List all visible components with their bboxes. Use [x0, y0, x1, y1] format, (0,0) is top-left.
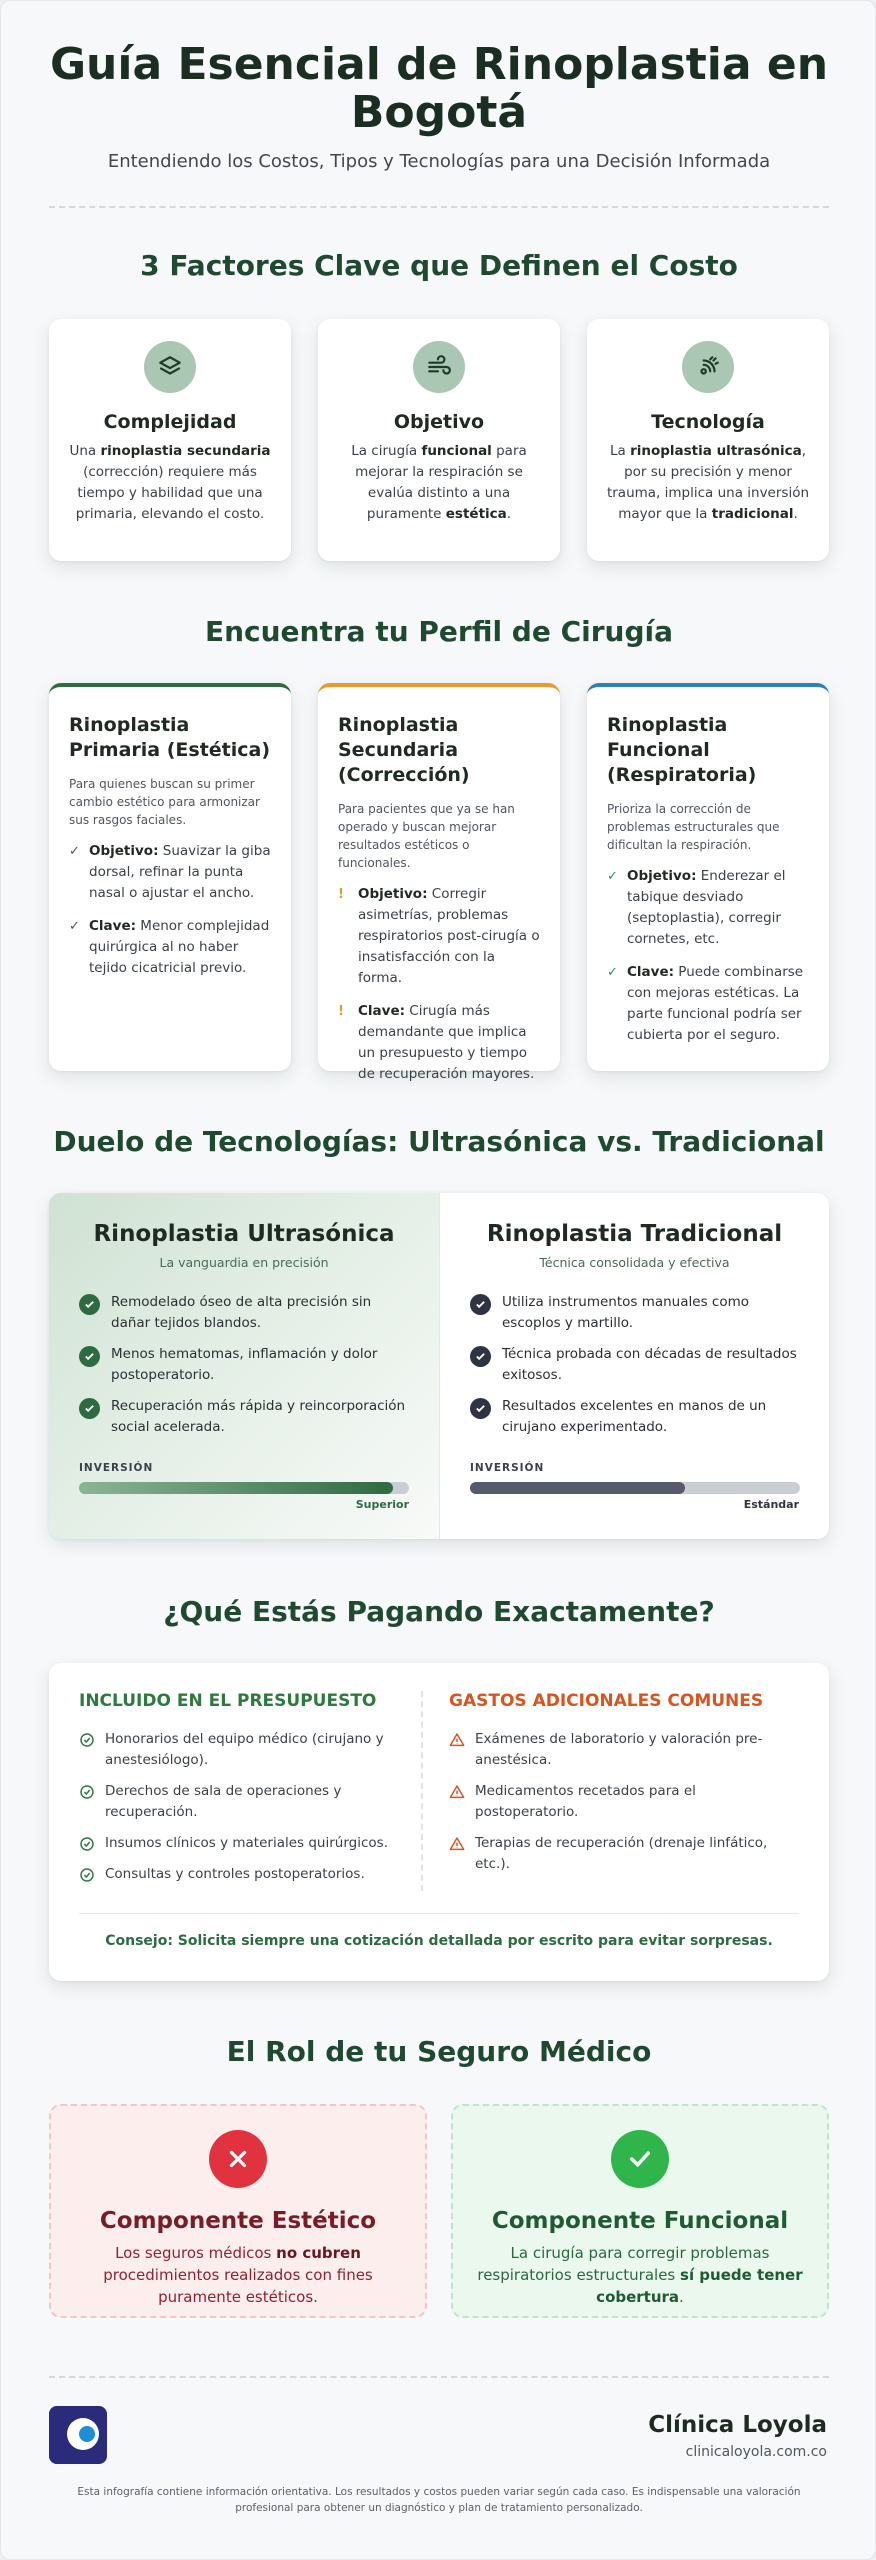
profile-description: Para pacientes que ya se han operado y buscan mejorar resultados estéticos o funcionales.	[338, 802, 515, 870]
list-item: Consultas y controles postoperatorios.	[79, 1864, 419, 1885]
card-title: Componente Estético	[99, 2208, 377, 2234]
divider	[49, 206, 829, 208]
profile-title: Rinoplastia Primaria (Estética)	[69, 714, 271, 761]
title-line-1: Guía Esencial de Rinoplastia en	[49, 39, 829, 90]
check-circle-icon	[79, 1346, 100, 1367]
investment-bar-fill	[79, 1482, 393, 1494]
disclaimer: Esta infografía contiene información orientativa. Los resultados y costos pueden variar según cada caso. Es indispensable una valoración profesional para obtener un diagnóstico y plan de tratamiento personalizado.	[77, 2486, 801, 2514]
factor-title: Tecnología	[651, 411, 765, 433]
list-item: ✓ Clave: Puede combinarse con mejoras estéticas. La parte funcional podría ser cubierta por el seguro.	[607, 964, 804, 1043]
check-circle-icon	[79, 1784, 95, 1800]
factor-title: Complejidad	[103, 411, 237, 433]
profile-title: Rinoplastia Funcional (Respiratoria)	[607, 714, 757, 786]
extra-list	[449, 1729, 789, 1875]
list-item: Derechos de sala de operaciones y recuperación.	[79, 1781, 419, 1823]
functional-component-card	[451, 2104, 829, 2318]
profiles-title: Encuentra tu Perfil de Cirugía	[204, 615, 674, 648]
factor-title: Objetivo	[393, 411, 485, 433]
included-column	[79, 1691, 419, 1895]
page-subtitle: Entendiendo los Costos, Tipos y Tecnologías para una Decisión Informada	[107, 151, 771, 172]
page-title	[1, 41, 876, 137]
included-list	[79, 1729, 419, 1885]
investment-bar	[470, 1482, 800, 1494]
check-circle-icon	[79, 1398, 100, 1419]
divider	[49, 2376, 829, 2378]
factor-text: La cirugía funcional para mejorar la respiración se evalúa distinto a una puramente estética.	[351, 443, 527, 522]
list-item: Honorarios del equipo médico (cirujano y anestesiólogo).	[79, 1729, 419, 1771]
panel-subtitle: La vanguardia en precisión	[159, 1255, 329, 1270]
warning-icon: !	[338, 1004, 344, 1019]
check-icon	[611, 2130, 669, 2188]
list-item: Insumos clínicos y materiales quirúrgicos.	[79, 1833, 419, 1854]
profile-list	[69, 841, 271, 979]
warning-icon	[449, 1836, 465, 1852]
ultrasonic-panel	[49, 1193, 439, 1539]
factor-card-objective	[318, 319, 560, 561]
check-circle-icon	[79, 1294, 100, 1315]
factor-text: La rinoplastia ultrasónica, por su precisión y menor trauma, implica una inversión mayor que la tradicional.	[606, 443, 810, 522]
check-icon: ✓	[69, 919, 80, 934]
layers-icon	[144, 341, 196, 393]
clinic-logo	[49, 2406, 107, 2464]
list-item: ! Clave: Cirugía más demandante que implica un presupuesto y tiempo de recuperación mayores.	[338, 1003, 535, 1082]
profile-card-functional	[587, 683, 829, 1071]
investment-bar	[79, 1482, 409, 1494]
warning-icon: !	[338, 887, 344, 902]
list-item: Técnica probada con décadas de resultados exitosos.	[470, 1344, 799, 1386]
profile-title: Rinoplastia Secundaria (Corrección)	[338, 714, 470, 786]
tip-text: Consejo: Solicita siempre una cotización detallada por escrito para evitar sorpresas.	[105, 1933, 773, 1949]
investment-caption: Superior	[355, 1498, 409, 1511]
list-item: ✓ Objetivo: Suavizar la giba dorsal, refinar la punta nasal o ajustar el ancho.	[69, 843, 271, 901]
title-line-2: Bogotá	[350, 87, 528, 138]
technology-comparison	[49, 1193, 829, 1539]
list-item: ✓ Clave: Menor complejidad quirúrgica al no haber tejido cicatricial previo.	[69, 918, 270, 976]
payment-title: ¿Qué Estás Pagando Exactamente?	[163, 1595, 715, 1628]
feature-list	[79, 1292, 409, 1438]
factor-card-technology	[587, 319, 829, 561]
list-item: Menos hematomas, inflamación y dolor postoperatorio.	[79, 1344, 409, 1386]
payment-card	[49, 1663, 829, 1981]
check-circle-icon	[470, 1398, 491, 1419]
clinic-name: Clínica Loyola	[648, 2412, 827, 2438]
insurance-title: El Rol de tu Seguro Médico	[226, 2035, 652, 2068]
check-icon: ✓	[69, 844, 80, 859]
check-circle-icon	[470, 1294, 491, 1315]
profile-description: Para quienes buscan su primer cambio estético para armonizar sus rasgos faciales.	[69, 777, 260, 827]
panel-subtitle: Técnica consolidada y efectiva	[539, 1255, 730, 1270]
card-text: La cirugía para corregir problemas respiratorios estructurales sí puede tener cobertura.	[477, 2244, 803, 2306]
check-icon: ✓	[607, 869, 618, 884]
factor-text: Una rinoplastia secundaria (corrección) requiere más tiempo y habilidad que una primaria, elevando el costo.	[69, 443, 271, 522]
aesthetic-component-card	[49, 2104, 427, 2318]
warning-icon	[449, 1784, 465, 1800]
list-item: Resultados excelentes en manos de un cirujano experimentado.	[470, 1396, 799, 1438]
check-icon: ✓	[607, 965, 618, 980]
profile-card-secondary	[318, 683, 560, 1082]
factors-title: 3 Factores Clave que Definen el Costo	[140, 249, 738, 282]
profile-list	[607, 866, 809, 1046]
profile-list	[338, 884, 540, 1085]
panel-title: Rinoplastia Tradicional	[486, 1221, 783, 1247]
list-item: Recuperación más rápida y reincorporación social acelerada.	[79, 1396, 409, 1438]
check-circle-icon	[79, 1867, 95, 1883]
list-item: Medicamentos recetados para el postoperatorio.	[449, 1781, 789, 1823]
feature-list	[470, 1292, 799, 1438]
column-divider	[421, 1691, 423, 1891]
divider	[79, 1913, 799, 1914]
included-title: INCLUIDO EN EL PRESUPUESTO	[79, 1691, 377, 1711]
list-item: Exámenes de laboratorio y valoración pre-anestésica.	[449, 1729, 789, 1771]
profile-card-primary	[49, 683, 291, 1071]
list-item: Terapias de recuperación (drenaje linfático, etc.).	[449, 1833, 789, 1875]
clinic-url[interactable]: clinicaloyola.com.co	[685, 2444, 827, 2460]
factor-card-complexity	[49, 319, 291, 561]
investment-label: INVERSIÓN	[470, 1462, 545, 1474]
traditional-panel	[439, 1193, 829, 1539]
extra-column	[449, 1691, 789, 1885]
wind-icon	[413, 341, 465, 393]
check-circle-icon	[470, 1346, 491, 1367]
list-item: ✓ Objetivo: Enderezar el tabique desviado (septoplastia), corregir cornetes, etc.	[607, 868, 786, 947]
list-item: Utiliza instrumentos manuales como escoplos y martillo.	[470, 1292, 799, 1334]
investment-label: INVERSIÓN	[79, 1462, 154, 1474]
investment-caption: Estándar	[743, 1498, 799, 1511]
warning-icon	[449, 1732, 465, 1748]
investment-bar-fill	[470, 1482, 685, 1494]
card-text: Los seguros médicos no cubren procedimientos realizados con fines puramente estéticos.	[103, 2244, 373, 2306]
panel-title: Rinoplastia Ultrasónica	[93, 1221, 395, 1247]
sound-waves-icon	[682, 341, 734, 393]
card-title: Componente Funcional	[491, 2208, 789, 2234]
close-icon	[209, 2130, 267, 2188]
check-circle-icon	[79, 1732, 95, 1748]
list-item: ! Objetivo: Corregir asimetrías, problemas respiratorios post-cirugía o insatisfacción con la forma.	[338, 886, 540, 986]
extra-title: GASTOS ADICIONALES COMUNES	[449, 1691, 764, 1711]
list-item: Remodelado óseo de alta precisión sin dañar tejidos blandos.	[79, 1292, 409, 1334]
profile-description: Prioriza la corrección de problemas estructurales que dificultan la respiración.	[607, 802, 780, 852]
hero	[1, 41, 876, 172]
clinic-brand	[648, 2412, 827, 2460]
check-circle-icon	[79, 1836, 95, 1852]
duel-title: Duelo de Tecnologías: Ultrasónica vs. Tradicional	[53, 1125, 825, 1158]
